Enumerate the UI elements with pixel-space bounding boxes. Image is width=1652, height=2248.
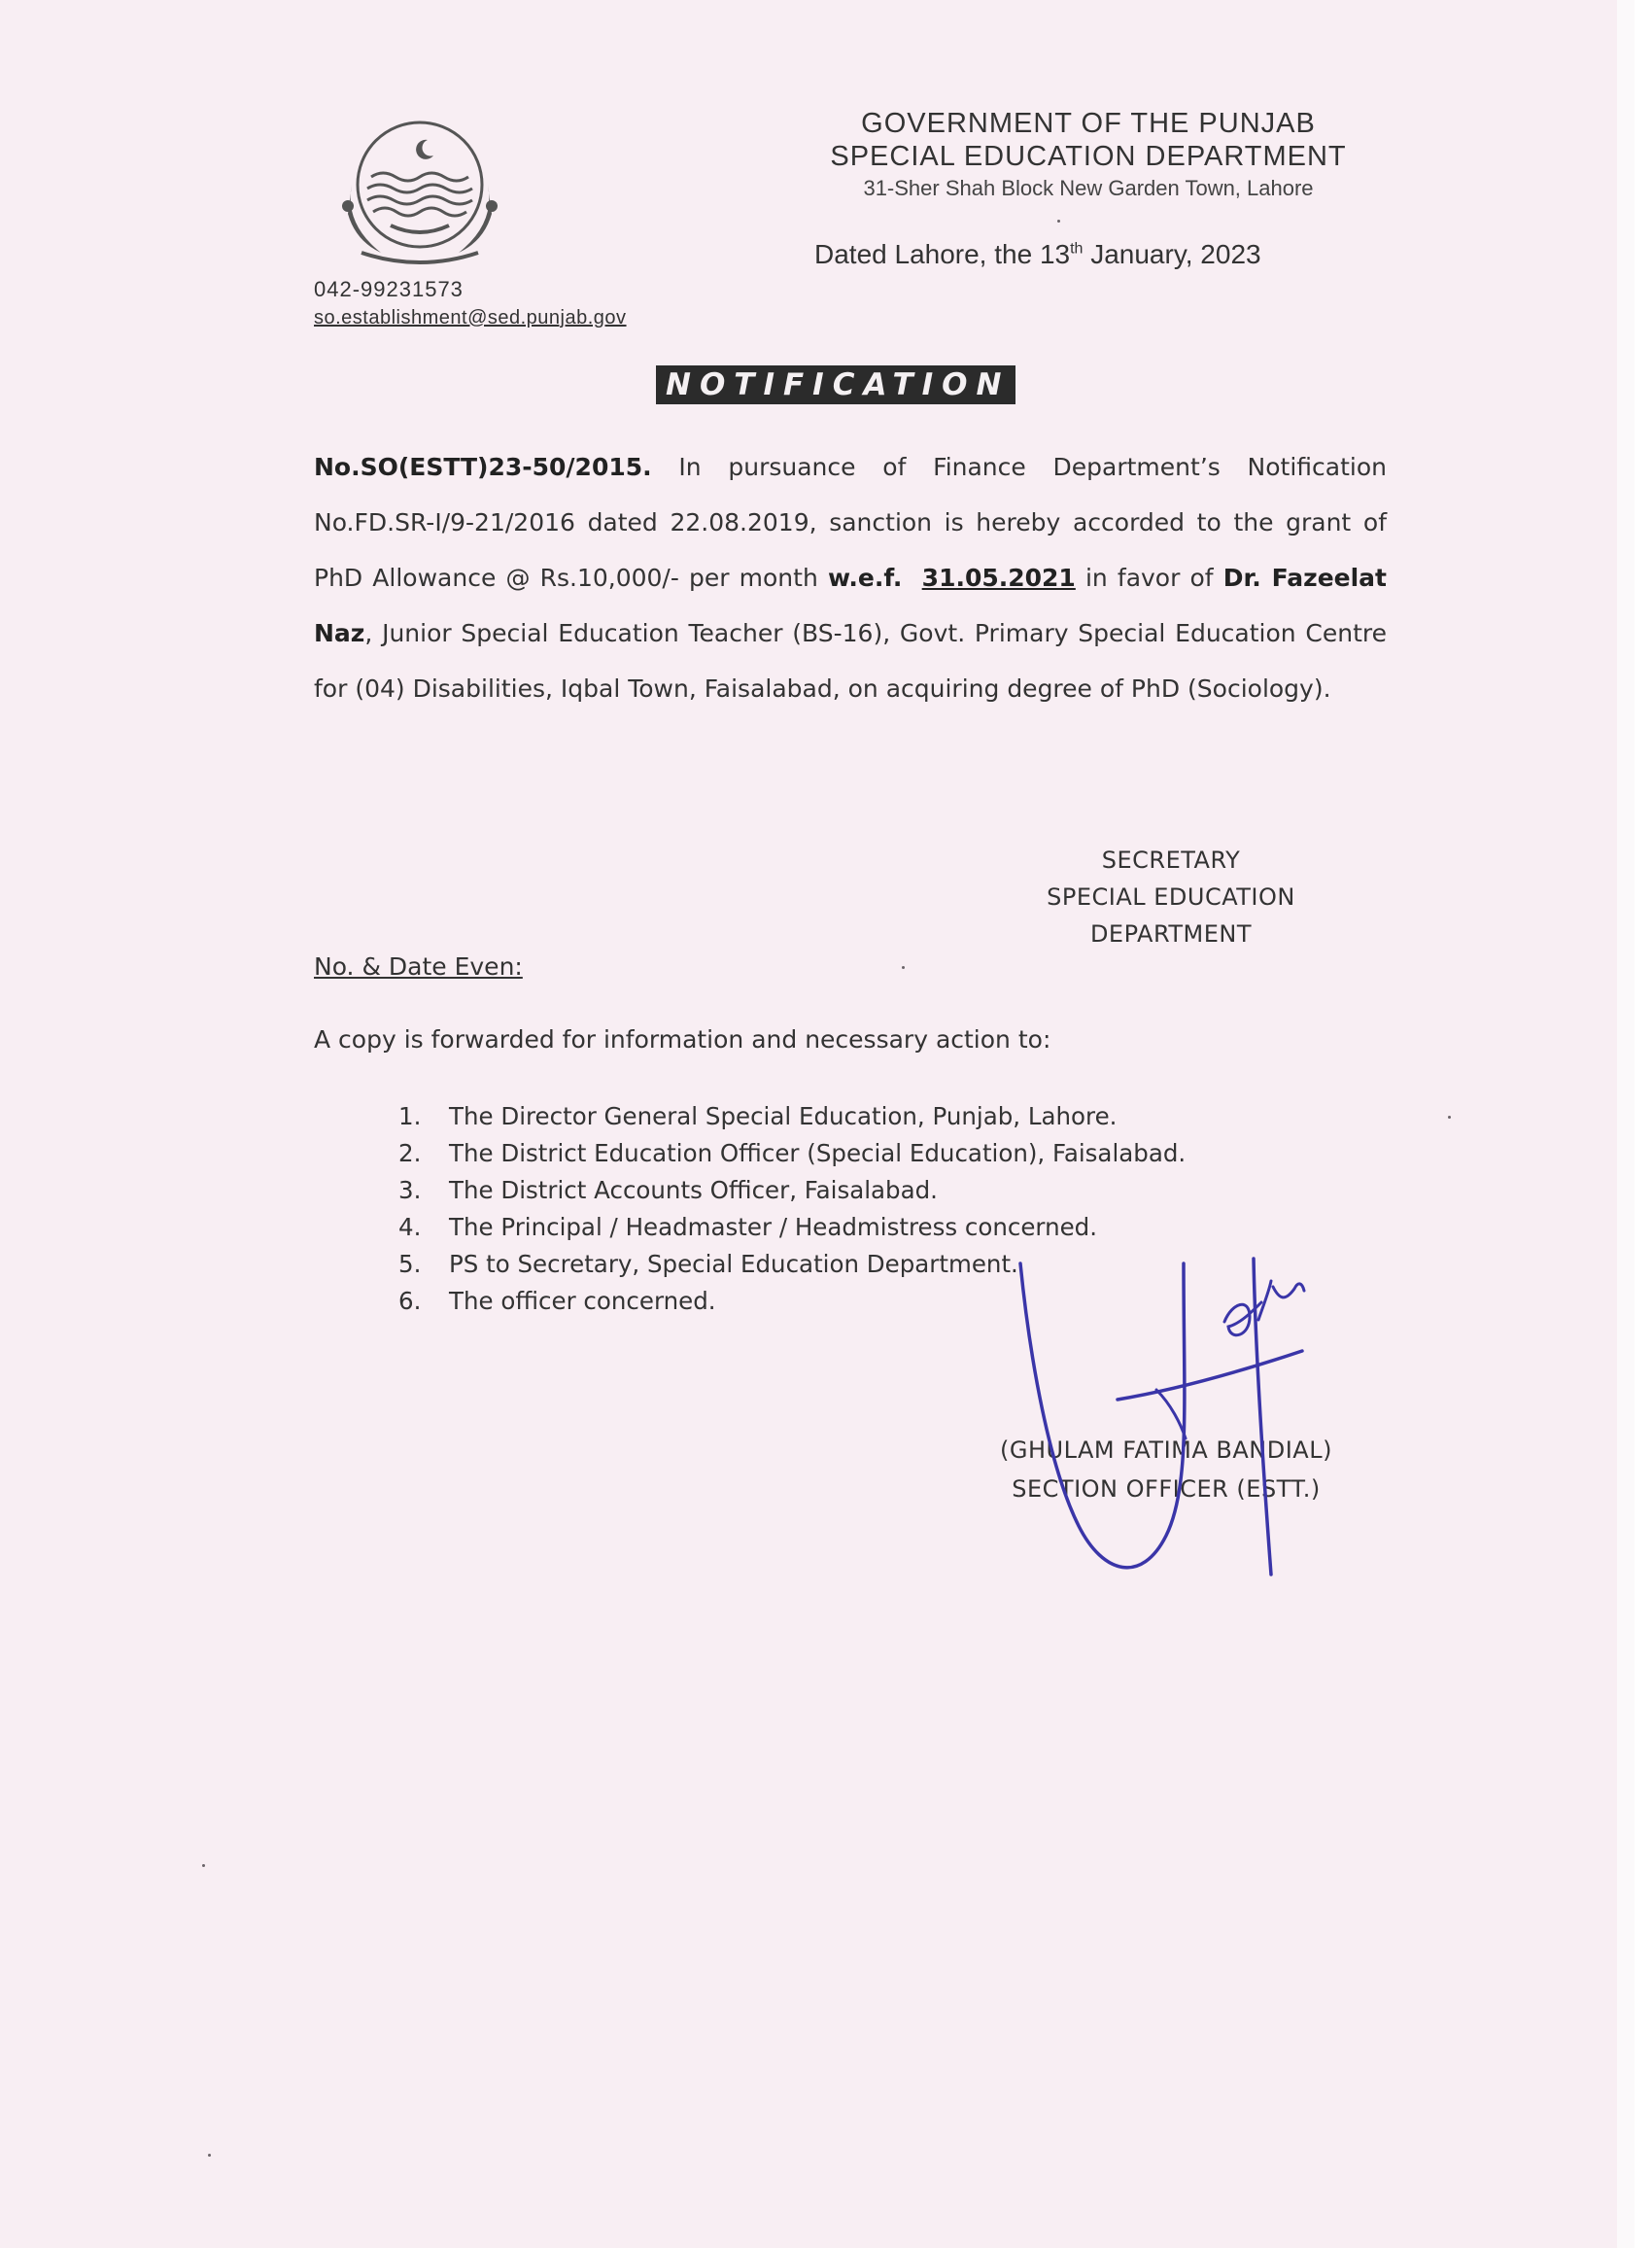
reference-number: No.SO(ESTT)23-50/2015. [314,453,652,481]
list-item-text: The Director General Special Education, Punjab, Lahore. [449,1102,1118,1130]
body-text-3: , Junior Special Education Teacher (BS-16), Govt. Primary Special Education Centre for (04) Disabilities, Iqbal Town, Faisalabad, on acquiring degree of PhD (Sociology). [314,619,1387,703]
scan-edge [1617,0,1635,2248]
scan-speck [1057,220,1060,223]
secretary-block [1011,842,1331,952]
list-item-number: 6. [398,1287,422,1315]
email-link[interactable]: so.establishment@sed.punjab.gov [314,307,627,329]
officer-name: (GHULAM FATIMA BANDIAL) [1000,1436,1332,1464]
list-item [398,1172,1186,1209]
list-item [398,1135,1186,1172]
body-text-2: in favor of [1075,564,1223,592]
person-name: Dr. Fazeelat Naz [314,564,1387,647]
list-item-number: 2. [398,1139,422,1167]
contact-block [314,274,627,330]
list-item-text: The District Accounts Officer, Faisalabad. [449,1176,938,1204]
date-suffix: January, 2023 [1083,239,1261,269]
officer-designation: SECTION OFFICER (ESTT.) [1012,1475,1321,1503]
date-prefix: Dated Lahore, the 13 [814,239,1071,269]
body-text-1: In pursuance of Finance Department’s Notification No.FD.SR-I/9-21/2016 dated 22.08.2019, sanction is hereby accorded to the grant of PhD Allowance @ Rs.10,000/- per month [314,453,1387,592]
list-item [398,1209,1186,1246]
wef-label: w.e.f. [827,564,903,592]
phone-number: 042-99231573 [314,277,464,301]
effective-date: 31.05.2021 [921,564,1076,592]
department-name: SPECIAL EDUCATION DEPARTMENT [830,141,1347,172]
list-item-number: 5. [398,1250,422,1278]
list-item-text: The Principal / Headmaster / Headmistress concerned. [449,1213,1098,1241]
list-item-number: 1. [398,1102,422,1130]
list-item-number: 4. [398,1213,422,1241]
scan-speck [208,2154,211,2157]
secretary-line-1: SECRETARY [1101,847,1241,874]
list-item-text: The District Education Officer (Special Education), Faisalabad. [449,1139,1187,1167]
scan-speck [202,1864,205,1867]
scan-speck [902,966,905,969]
scan-speck [1448,1116,1451,1119]
list-item-number: 3. [398,1176,422,1204]
department-address: 31-Sher Shah Block New Garden Town, Lahore [863,176,1314,200]
notification-title: NOTIFICATION [656,365,1015,404]
no-date-even-heading: No. & Date Even: [314,952,523,981]
letterhead [797,107,1380,204]
government-name: GOVERNMENT OF THE PUNJAB [861,108,1316,139]
handwritten-signature [1011,1244,1360,1594]
copy-forwarded-text: A copy is forwarded for information and necessary action to: [314,1025,1051,1054]
secretary-line-3: DEPARTMENT [1089,920,1253,948]
list-item [398,1098,1186,1135]
secretary-line-2: SPECIAL EDUCATION [1047,883,1295,911]
punjab-emblem-icon [323,117,517,272]
list-item-text: The officer concerned. [449,1287,716,1315]
date-ordinal: th [1070,240,1084,258]
list-item-text: PS to Secretary, Special Education Department. [449,1250,1018,1278]
notification-body [314,439,1387,716]
date-line [814,239,1261,270]
